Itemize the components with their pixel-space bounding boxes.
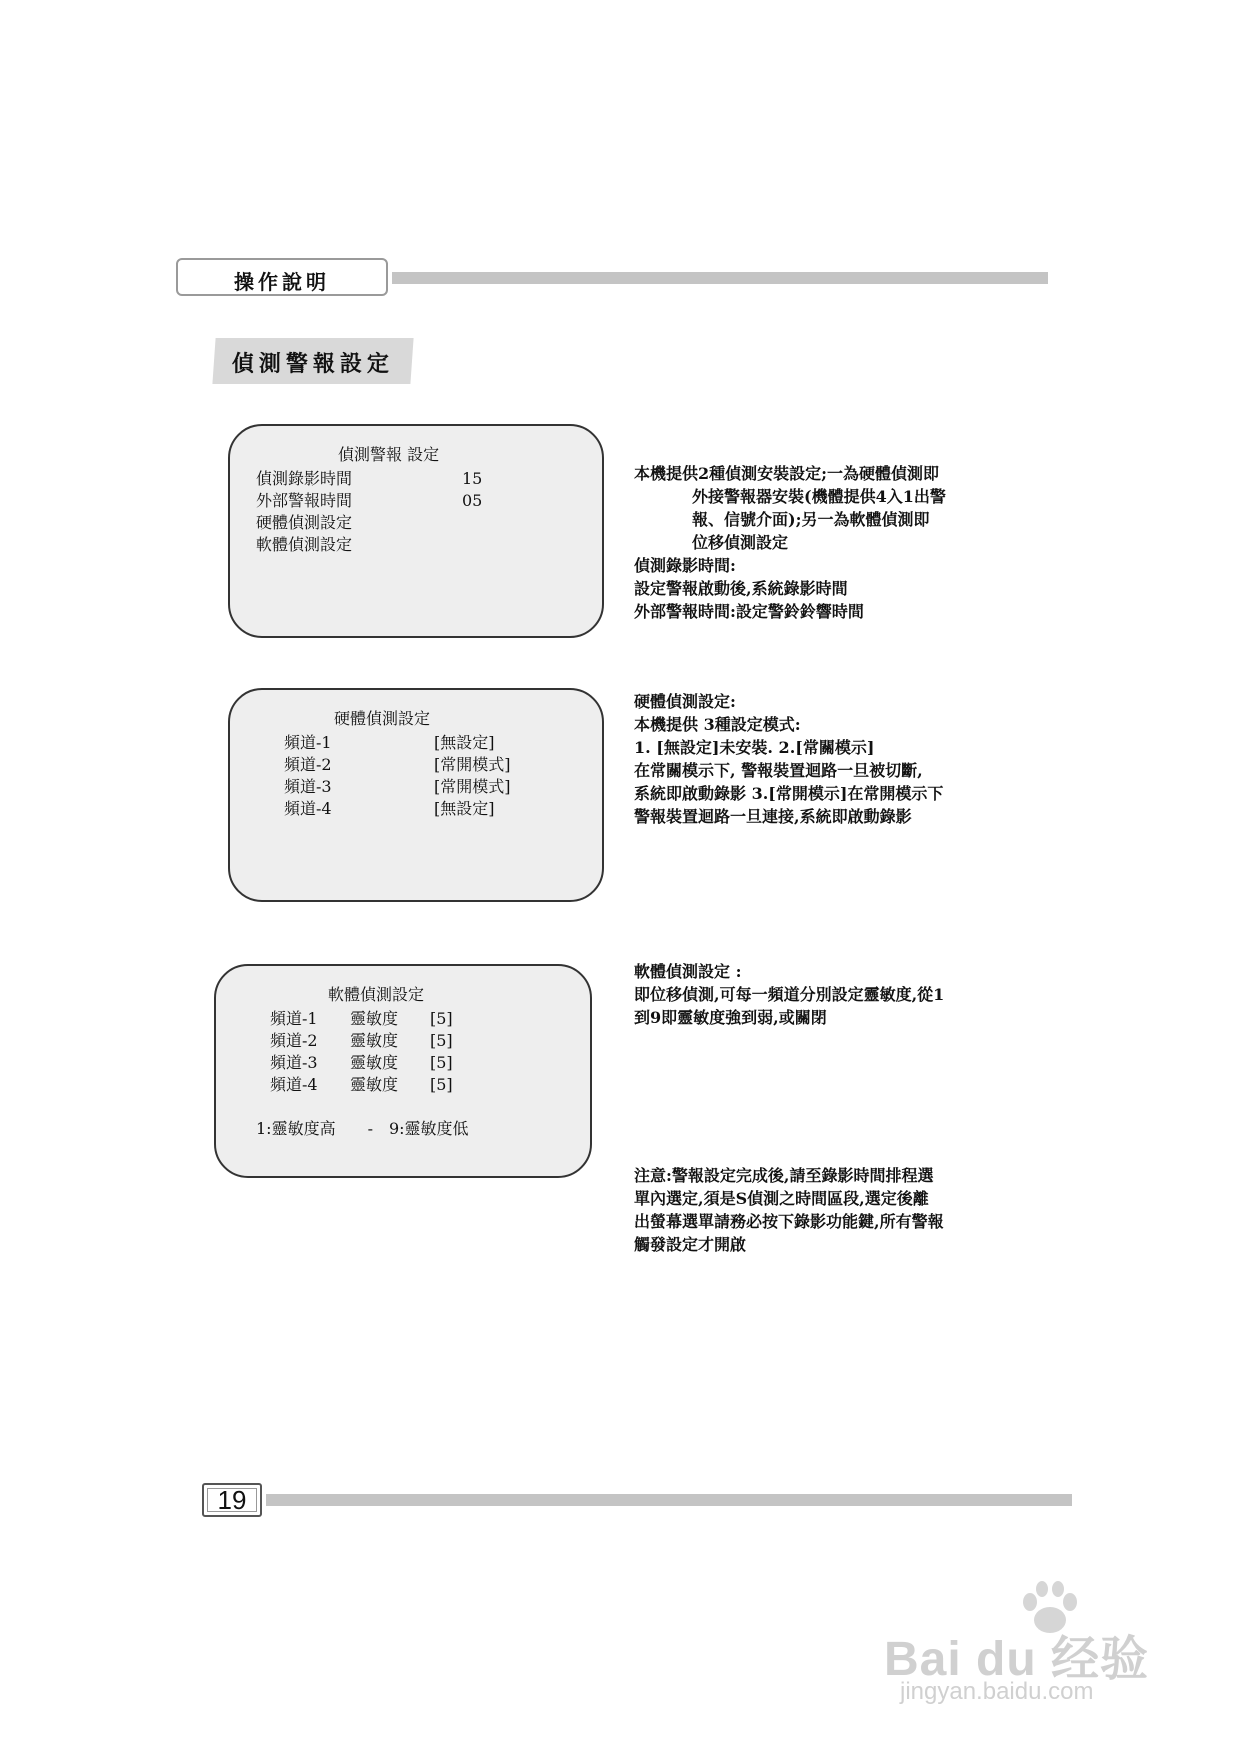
desc-line: 偵測錄影時間: xyxy=(634,556,736,575)
header-tab-label: 操作說明 xyxy=(234,270,330,294)
desc-line: 觸發設定才開啟 xyxy=(634,1235,747,1254)
channel-mode: [無設定] xyxy=(434,799,495,818)
channel-label: 頻道-3 xyxy=(284,777,332,796)
desc-line: 系統即啟動錄影 3.[常開模示]在常開模示下 xyxy=(634,784,944,803)
channel-label: 頻道-2 xyxy=(270,1031,318,1050)
sensitivity-value: [5] xyxy=(430,1009,453,1028)
desc-line: 在常關模示下, 警報裝置迴路一旦被切斷, xyxy=(634,761,923,780)
desc-line: 單內選定,須是S偵測之時間區段,選定後離 xyxy=(634,1189,929,1208)
description-hardware xyxy=(634,690,1044,828)
menu-item-value: 05 xyxy=(462,491,483,510)
sensitivity-label: 靈敏度 xyxy=(350,1053,399,1072)
sensitivity-label: 靈敏度 xyxy=(350,1009,399,1028)
sensitivity-label: 靈敏度 xyxy=(350,1075,399,1094)
channel-label: 頻道-4 xyxy=(270,1075,318,1094)
channel-mode: [常開模式] xyxy=(434,755,511,774)
baidu-watermark xyxy=(880,1580,1180,1710)
watermark-brand: Bai du 经验 xyxy=(884,1633,1150,1686)
channel-label: 頻道-1 xyxy=(284,733,332,752)
channel-mode: [常開模式] xyxy=(434,777,511,796)
description-intro xyxy=(634,462,1044,623)
desc-line: 到9即靈敏度強到弱,或關閉 xyxy=(634,1008,827,1027)
sensitivity-value: [5] xyxy=(430,1053,453,1072)
sensitivity-label: 靈敏度 xyxy=(350,1031,399,1050)
desc-line: 報、信號介面);另一為軟體偵測即 xyxy=(692,510,930,529)
screen-hardware-detection xyxy=(228,688,604,902)
watermark-url: jingyan.baidu.com xyxy=(900,1678,1094,1705)
screen-title: 軟體偵測設定 xyxy=(328,985,425,1004)
desc-line: 本機提供 3種設定模式: xyxy=(634,715,801,734)
menu-item-label: 硬體偵測設定 xyxy=(256,513,353,532)
channel-label: 頻道-3 xyxy=(270,1053,318,1072)
desc-line: 軟體偵測設定 : xyxy=(634,962,742,981)
menu-item-value: 15 xyxy=(462,469,483,488)
sensitivity-value: [5] xyxy=(430,1031,453,1050)
screen-alarm-settings xyxy=(228,424,604,638)
desc-line: 設定警報啟動後,系統錄影時間 xyxy=(634,579,848,598)
sensitivity-range: 1:靈敏度高 - 9:靈敏度低 xyxy=(256,1119,469,1138)
desc-line: 位移偵測設定 xyxy=(692,533,789,552)
menu-item-label: 外部警報時間 xyxy=(256,491,353,510)
desc-line: 外接警報器安裝(機體提供4入1出警 xyxy=(692,487,946,506)
description-note xyxy=(634,1164,1044,1256)
header-bar xyxy=(392,272,1048,284)
desc-line: 注意:警報設定完成後,請至錄影時間排程選 xyxy=(634,1166,934,1185)
desc-line: 外部警報時間:設定警鈴鈴響時間 xyxy=(634,602,864,621)
desc-line: 硬體偵測設定: xyxy=(634,692,736,711)
sensitivity-value: [5] xyxy=(430,1075,453,1094)
screen-software-detection xyxy=(214,964,592,1178)
desc-line: 本機提供2種偵測安裝設定;一為硬體偵測即 xyxy=(634,464,940,483)
channel-label: 頻道-4 xyxy=(284,799,332,818)
footer-bar xyxy=(266,1494,1072,1506)
menu-item-label: 軟體偵測設定 xyxy=(256,535,353,554)
channel-mode: [無設定] xyxy=(434,733,495,752)
desc-line: 即位移偵測,可每一頻道分別設定靈敏度,從1 xyxy=(634,985,945,1004)
page-number: 19 xyxy=(202,1483,262,1517)
screen-title: 偵測警報 設定 xyxy=(338,445,440,464)
screen-title: 硬體偵測設定 xyxy=(334,709,431,728)
channel-label: 頻道-1 xyxy=(270,1009,318,1028)
desc-line: 警報裝置迴路一旦連接,系統即啟動錄影 xyxy=(634,807,912,826)
section-title: 偵測警報設定 xyxy=(231,351,394,377)
desc-line: 1. [無設定]未安裝. 2.[常關模示] xyxy=(634,738,875,757)
header-tab xyxy=(176,258,388,296)
description-software xyxy=(634,960,1044,1029)
channel-label: 頻道-2 xyxy=(284,755,332,774)
menu-item-label: 偵測錄影時間 xyxy=(256,469,353,488)
desc-line: 出螢幕選單請務必按下錄影功能鍵,所有警報 xyxy=(634,1212,944,1231)
section-title-box xyxy=(212,338,413,384)
